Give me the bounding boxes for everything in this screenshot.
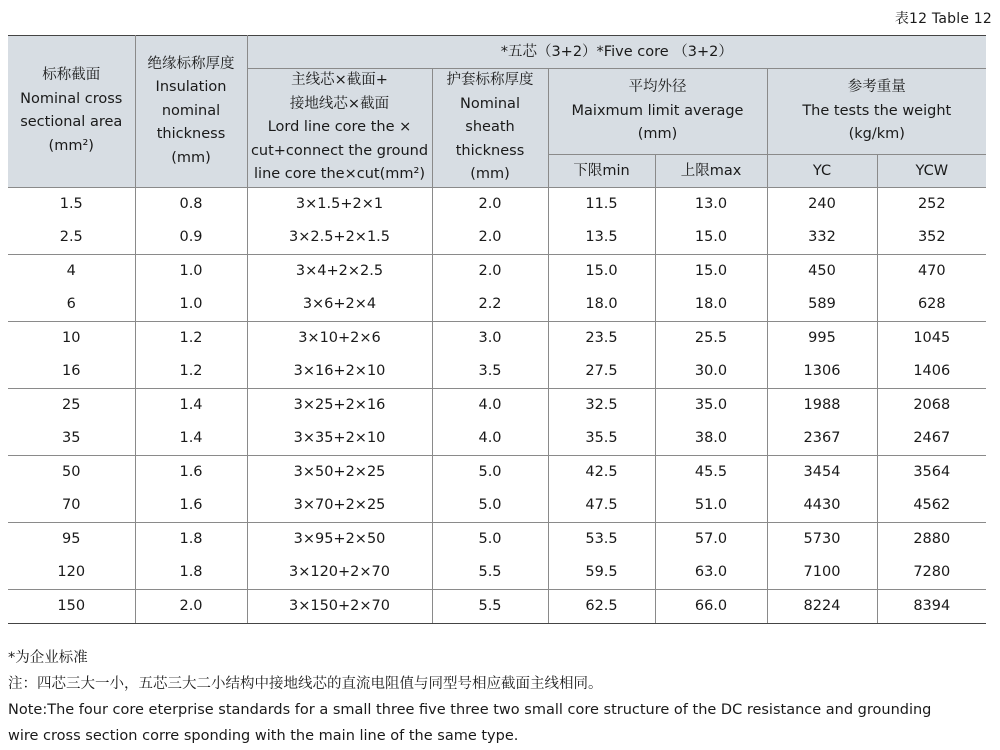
cell-weight-yc: 4430 [767, 489, 877, 523]
table-row [8, 489, 986, 523]
note-en-line1: Note:The four core eterprise standards for a small three five three two small core structure of the DC resistance and grounding [8, 702, 932, 718]
cell-sheath: 5.5 [432, 556, 548, 590]
header-sheath-thickness: 护套标称厚度 Nominal sheath thickness (mm) [432, 69, 548, 188]
cell-weight-yc: 3454 [767, 455, 877, 489]
cell-area: 35 [8, 422, 135, 456]
header-insulation-thickness: 绝缘标称厚度 Insulation nominal thickness (mm) [135, 36, 247, 188]
cell-od-min: 32.5 [548, 388, 655, 422]
table-row [8, 556, 986, 590]
cell-area: 95 [8, 522, 135, 556]
cell-core-section: 3×4+2×2.5 [247, 254, 432, 288]
cell-od-max: 35.0 [655, 388, 767, 422]
cell-sheath: 5.5 [432, 589, 548, 623]
cell-core-section: 3×150+2×70 [247, 589, 432, 623]
cell-core-section: 3×16+2×10 [247, 355, 432, 389]
cell-area: 16 [8, 355, 135, 389]
cell-area: 6 [8, 288, 135, 322]
cell-area: 10 [8, 321, 135, 355]
cell-sheath: 5.0 [432, 489, 548, 523]
cell-od-max: 63.0 [655, 556, 767, 590]
cell-insulation: 1.4 [135, 422, 247, 456]
cell-area: 2.5 [8, 221, 135, 255]
cell-weight-ycw: 4562 [877, 489, 986, 523]
cell-sheath: 5.0 [432, 522, 548, 556]
table-row [8, 422, 986, 456]
cell-weight-ycw: 7280 [877, 556, 986, 590]
cell-od-max: 15.0 [655, 254, 767, 288]
cell-od-min: 18.0 [548, 288, 655, 322]
note-en-line2: wire cross section corre sponding with the main line of the same type. [8, 728, 519, 744]
cell-insulation: 1.4 [135, 388, 247, 422]
cell-insulation: 1.2 [135, 321, 247, 355]
cell-od-min: 23.5 [548, 321, 655, 355]
table-row [8, 388, 986, 422]
cell-od-max: 66.0 [655, 589, 767, 623]
table-row [8, 288, 986, 322]
note-enterprise-standard: *为企业标准 [8, 650, 88, 666]
cell-od-max: 38.0 [655, 422, 767, 456]
cell-od-min: 15.0 [548, 254, 655, 288]
cell-insulation: 1.0 [135, 254, 247, 288]
cell-sheath: 3.5 [432, 355, 548, 389]
cell-area: 70 [8, 489, 135, 523]
cell-core-section: 3×70+2×25 [247, 489, 432, 523]
cell-area: 1.5 [8, 187, 135, 221]
cell-weight-ycw: 1045 [877, 321, 986, 355]
cell-weight-ycw: 352 [877, 221, 986, 255]
cell-od-max: 18.0 [655, 288, 767, 322]
cell-weight-ycw: 628 [877, 288, 986, 322]
cell-od-min: 62.5 [548, 589, 655, 623]
cell-weight-ycw: 252 [877, 187, 986, 221]
table-row [8, 455, 986, 489]
cell-od-max: 51.0 [655, 489, 767, 523]
cell-area: 25 [8, 388, 135, 422]
cell-weight-yc: 450 [767, 254, 877, 288]
cell-core-section: 3×50+2×25 [247, 455, 432, 489]
cell-core-section: 3×95+2×50 [247, 522, 432, 556]
cell-weight-ycw: 2068 [877, 388, 986, 422]
cable-spec-table [8, 35, 986, 624]
note-cn: 注：四芯三大一小，五芯三大二小结构中接地线芯的直流电阻值与同型号相应截面主线相同。 [8, 676, 603, 692]
cell-sheath: 2.0 [432, 221, 548, 255]
cell-area: 4 [8, 254, 135, 288]
cell-od-max: 30.0 [655, 355, 767, 389]
cell-weight-yc: 589 [767, 288, 877, 322]
cell-core-section: 3×10+2×6 [247, 321, 432, 355]
cell-od-max: 15.0 [655, 221, 767, 255]
header-five-core-group: *五芯（3+2）*Five core （3+2） [247, 36, 986, 69]
table-row [8, 522, 986, 556]
cell-weight-yc: 7100 [767, 556, 877, 590]
cell-insulation: 1.0 [135, 288, 247, 322]
cell-area: 50 [8, 455, 135, 489]
cell-weight-yc: 332 [767, 221, 877, 255]
table-row [8, 355, 986, 389]
cell-core-section: 3×25+2×16 [247, 388, 432, 422]
cell-sheath: 3.0 [432, 321, 548, 355]
cell-od-min: 42.5 [548, 455, 655, 489]
cell-od-max: 45.5 [655, 455, 767, 489]
cell-od-max: 57.0 [655, 522, 767, 556]
cell-od-min: 53.5 [548, 522, 655, 556]
cell-weight-yc: 2367 [767, 422, 877, 456]
cell-od-max: 13.0 [655, 187, 767, 221]
cell-core-section: 3×6+2×4 [247, 288, 432, 322]
table-row [8, 254, 986, 288]
table-row [8, 187, 986, 221]
cell-weight-yc: 1306 [767, 355, 877, 389]
cell-od-min: 59.5 [548, 556, 655, 590]
header-yc: YC [767, 154, 877, 187]
cell-od-min: 47.5 [548, 489, 655, 523]
header-nominal-area: 标称截面 Nominal cross sectional area (mm²) [8, 36, 135, 188]
cell-weight-yc: 5730 [767, 522, 877, 556]
cell-insulation: 1.2 [135, 355, 247, 389]
cell-insulation: 0.9 [135, 221, 247, 255]
header-core-section: 主线芯×截面+ 接地线芯×截面 Lord line core the × cut+connect the ground line core the×cut(mm²) [247, 69, 432, 188]
cell-weight-yc: 995 [767, 321, 877, 355]
cell-weight-ycw: 8394 [877, 589, 986, 623]
header-max: 上限max [655, 154, 767, 187]
cell-weight-ycw: 2880 [877, 522, 986, 556]
table-row [8, 221, 986, 255]
table-label: 表12 Table 12 [894, 11, 992, 27]
header-min: 下限min [548, 154, 655, 187]
cell-core-section: 3×2.5+2×1.5 [247, 221, 432, 255]
notes [8, 645, 931, 749]
cell-sheath: 2.0 [432, 187, 548, 221]
cell-od-min: 27.5 [548, 355, 655, 389]
cell-weight-yc: 1988 [767, 388, 877, 422]
cell-weight-yc: 8224 [767, 589, 877, 623]
cell-weight-yc: 240 [767, 187, 877, 221]
cell-insulation: 1.6 [135, 489, 247, 523]
cell-od-min: 13.5 [548, 221, 655, 255]
cell-sheath: 2.0 [432, 254, 548, 288]
cell-weight-ycw: 2467 [877, 422, 986, 456]
cell-insulation: 1.8 [135, 522, 247, 556]
cell-core-section: 3×120+2×70 [247, 556, 432, 590]
header-outer-diameter: 平均外径 Maixmum limit average (mm) [548, 69, 767, 155]
cell-insulation: 1.6 [135, 455, 247, 489]
cell-area: 150 [8, 589, 135, 623]
cell-weight-ycw: 3564 [877, 455, 986, 489]
header-reference-weight: 参考重量 The tests the weight (kg/km) [767, 69, 986, 155]
table-row [8, 589, 986, 623]
cell-sheath: 5.0 [432, 455, 548, 489]
cell-insulation: 1.8 [135, 556, 247, 590]
cell-insulation: 0.8 [135, 187, 247, 221]
cell-core-section: 3×35+2×10 [247, 422, 432, 456]
cell-od-min: 11.5 [548, 187, 655, 221]
cell-od-min: 35.5 [548, 422, 655, 456]
cell-sheath: 4.0 [432, 388, 548, 422]
cell-area: 120 [8, 556, 135, 590]
cell-sheath: 4.0 [432, 422, 548, 456]
table-row [8, 321, 986, 355]
header-ycw: YCW [877, 154, 986, 187]
cell-weight-ycw: 1406 [877, 355, 986, 389]
cell-insulation: 2.0 [135, 589, 247, 623]
cell-od-max: 25.5 [655, 321, 767, 355]
cell-weight-ycw: 470 [877, 254, 986, 288]
cell-core-section: 3×1.5+2×1 [247, 187, 432, 221]
cell-sheath: 2.2 [432, 288, 548, 322]
